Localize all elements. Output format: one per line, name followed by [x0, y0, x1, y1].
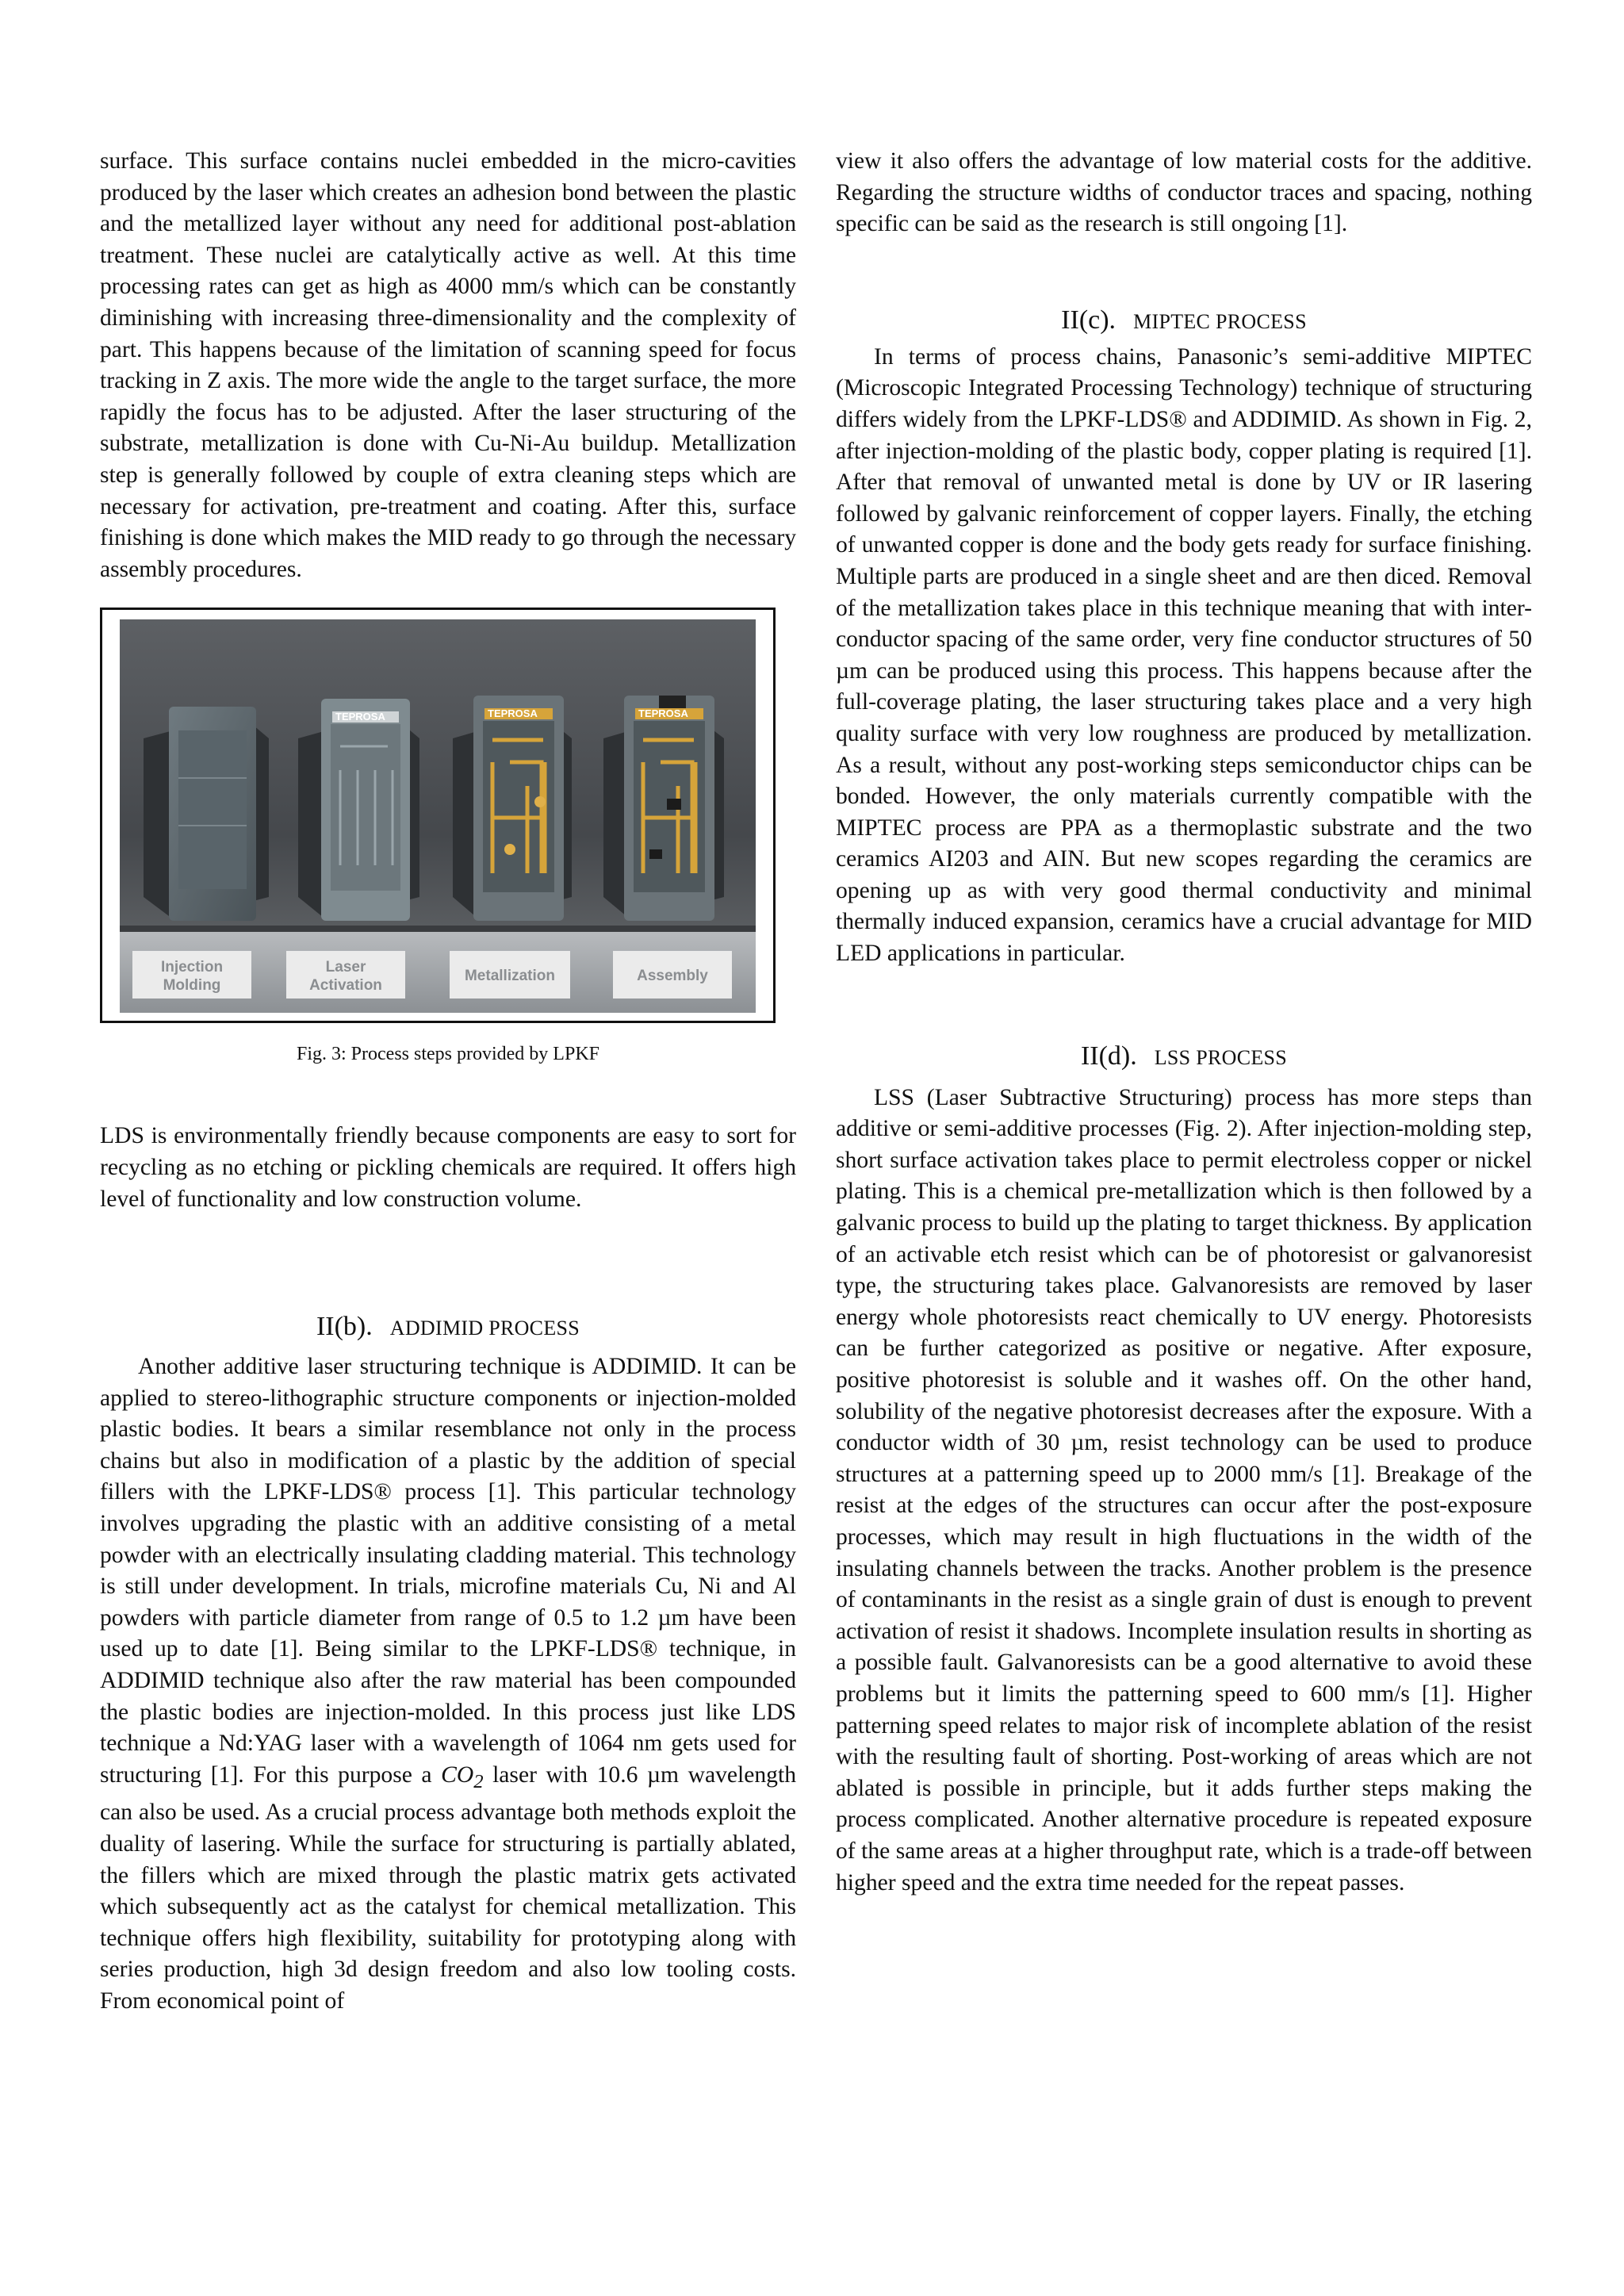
co2-subscript: 2 [473, 1770, 484, 1792]
addimid-text-part-1: Another additive laser structuring technique is ADDIMID. It can be applied to stereo-lithographic structure components or injection-molded plastic bodies. It bears a similar resemblance not only in the process chains but also in modification of a plastic by the addition of special fillers with the LPKF-LDS® process [1]. This particular technology involves upgrading the plastic with an additive consisting of a metal powder with an electrically insulating cladding material. This technology is still under development. In trials, microfine materials Cu, Ni and Al powders with particle diameter from range of 0.5 to 1.2 µm have been used up to date [1]. Being similar to the LPKF-LDS® technique, in ADDIMID technique also after the raw material has been compounded the plastic bodies are injection-molded. In this process just like LDS technique a Nd:YAG laser with a wavelength of 1064 nm gets used for structuring [1]. For this purpose a [100, 1354, 796, 1788]
heading-lss-title: LSS PROCESS [1154, 1045, 1288, 1069]
paragraph-addimid [100, 1351, 796, 2017]
paragraph-lss: LSS (Laser Subtractive Structuring) process has more steps than additive or semi-additive processes (Fig. 2). After injection-molding step, short surface activation takes place to permit electroless copper or nickel plating. This is a chemical pre-metallization which is then followed by a galvanic process to build up the plating to target thickness. By application of an activable etch resist which can be of photoresist or galvanoresist type, the structuring takes place. Galvanoresists are removed by laser energy whole photoresists react chemically to UV energy. Photoresists can be further categorized as positive or negative. After exposure, positive photoresist is soluble and it washes off. On the other hand, solubility of the negative photoresist decreases after the exposure. With a conductor width of 30 µm, resist technology can be used to produce structures at a patterning speed up to 2000 mm/s [1]. Breakage of the resist at the edges of the structures can occur after the post-exposure processes, which may result in high fluctuations in the width of the insulating channels between the tracks. Another problem is the presence of contaminants in the resist as a single grain of dust is enough to prevent activation of resist it shadows. Incomplete insulation results in shorting as a possible fault. Galvanoresists can be a good alternative to avoid these problems but it limits the patterning speed to 600 mm/s [1]. Higher patterning speed relates to major risk of incomplete ablation of the resist with the resulting fault of shorting. Post-working of areas which are not ablated is possible in principle, but it adds further steps making the process complicated. Another alternative procedure is repeated exposure of the same areas at a higher throughput rate, which is a trade-off between higher speed and the extra time needed for the repeat passes. [836, 1084, 1532, 1895]
step-label-laser: Laser [325, 959, 366, 976]
paragraph-lds-surface: surface. This surface contains nuclei embedded in the micro-cavities produced by the laser which creates an adhesion bond between the plastic and the metallized layer without any need for additional post-ablation treatment. These nuclei are catalytically active as well. At this time processing rates can get as high as 4000 mm/s which can be constantly diminishing with increasing three-dimensionality and the complexity of part. This happens because of the limitation of scanning speed for focus tracking in Z axis. The more wide the angle to the target surface, the more rapidly the focus has to be adjusted. After the laser structuring of the substrate, metallization is done with Cu-Ni-Au buildup. Metallization step is generally followed by couple of extra cleaning steps which are necessary for activation, pre-treatment and coating. After this, surface finishing is done which makes the MID ready to go through the necessary assembly procedures. [100, 148, 796, 582]
card-brand-2: TEPROSA [335, 711, 385, 723]
step-label-assembly: Assembly [637, 968, 708, 985]
card-brand-4: TEPROSA [638, 707, 688, 720]
co2-formula: CO [441, 1761, 474, 1788]
step-label-metallization: Metallization [464, 968, 556, 985]
step-label-activation: Activation [309, 977, 382, 995]
right-column [836, 146, 1532, 1899]
heading-miptec-number: II(c). [1061, 305, 1116, 335]
heading-lss [836, 1041, 1532, 1071]
process-steps-photo [120, 619, 756, 1013]
paragraph-miptec: In terms of process chains, Panasonic’s semi-additive MIPTEC (Microscopic Integrated Processing Technology) technique of structuring differs widely from the LPKF-LDS® and ADDIMID. As shown in Fig. 2, after injection-molding of the plastic body, copper plating is required [1]. After that removal of unwanted metal is done by UV or IR lasering followed by galvanic reinforcement of copper layers. Finally, the etching of unwanted copper is done and the body gets ready for surface finishing. Multiple parts are produced in a single sheet and are then diced. Removal of the metallization takes place in this technique meaning that with inter-conductor spacing of the same order, very fine conductor structures of 50 µm can be produced using this process. This happens because after the full-coverage plating, the laser structuring takes place and a very high quality surface with very low roughness are produced by metallization. As a result, without any post-working steps semiconductor chips can be bonded. However, the only materials currently compatible with the MIPTEC process are PPA as a thermoplastic substrate and the two ceramics AI203 and AIN. But new scopes regarding the ceramics are opening up as with very good thermal conductivity and minimal thermally induced expansion, ceramics have a crucial advantage for MID LED applications in particular. [836, 343, 1532, 967]
figure-3-frame [100, 608, 776, 1023]
card-brand-3: TEPROSA [488, 707, 538, 720]
left-column [100, 146, 796, 2017]
sample-injection-molded [144, 707, 269, 921]
heading-miptec-title: MIPTEC PROCESS [1133, 309, 1307, 333]
heading-addimid-title: ADDIMID PROCESS [389, 1317, 580, 1340]
figure-3-caption: Fig. 3: Process steps provided by LPKF [296, 1044, 599, 1065]
addimid-text-part-2: laser with 10.6 µm wavelength can also be used. As a crucial process advantage both methods exploit the duality of lasering. While the surface for structuring is partially ablated, the fillers which are mixed through the plastic matrix gets activated which subsequently act as the catalyst for chemical metallization. This technique offers high flexibility, suitability for prototyping along with series production, high 3d design freedom and also low tooling costs. From economical point of [100, 1761, 796, 2014]
heading-lss-number: II(d). [1080, 1041, 1137, 1071]
paragraph-lds-environment: LDS is environmentally friendly because components are easy to sort for recycling as no etching or pickling chemicals are required. It offers high level of functionality and low construction volume. [100, 1123, 796, 1212]
step-label-molding: Molding [163, 977, 221, 995]
step-label-injection: Injection [160, 959, 224, 976]
heading-addimid [100, 1312, 796, 1342]
heading-miptec [836, 305, 1532, 335]
heading-addimid-number: II(b). [316, 1312, 373, 1342]
paragraph-addimid-continued: view it also offers the advantage of low material costs for the additive. Regarding the structure widths of conductor traces and spacing, nothing specific can be said as the research is still ongoing [1]. [836, 148, 1532, 237]
